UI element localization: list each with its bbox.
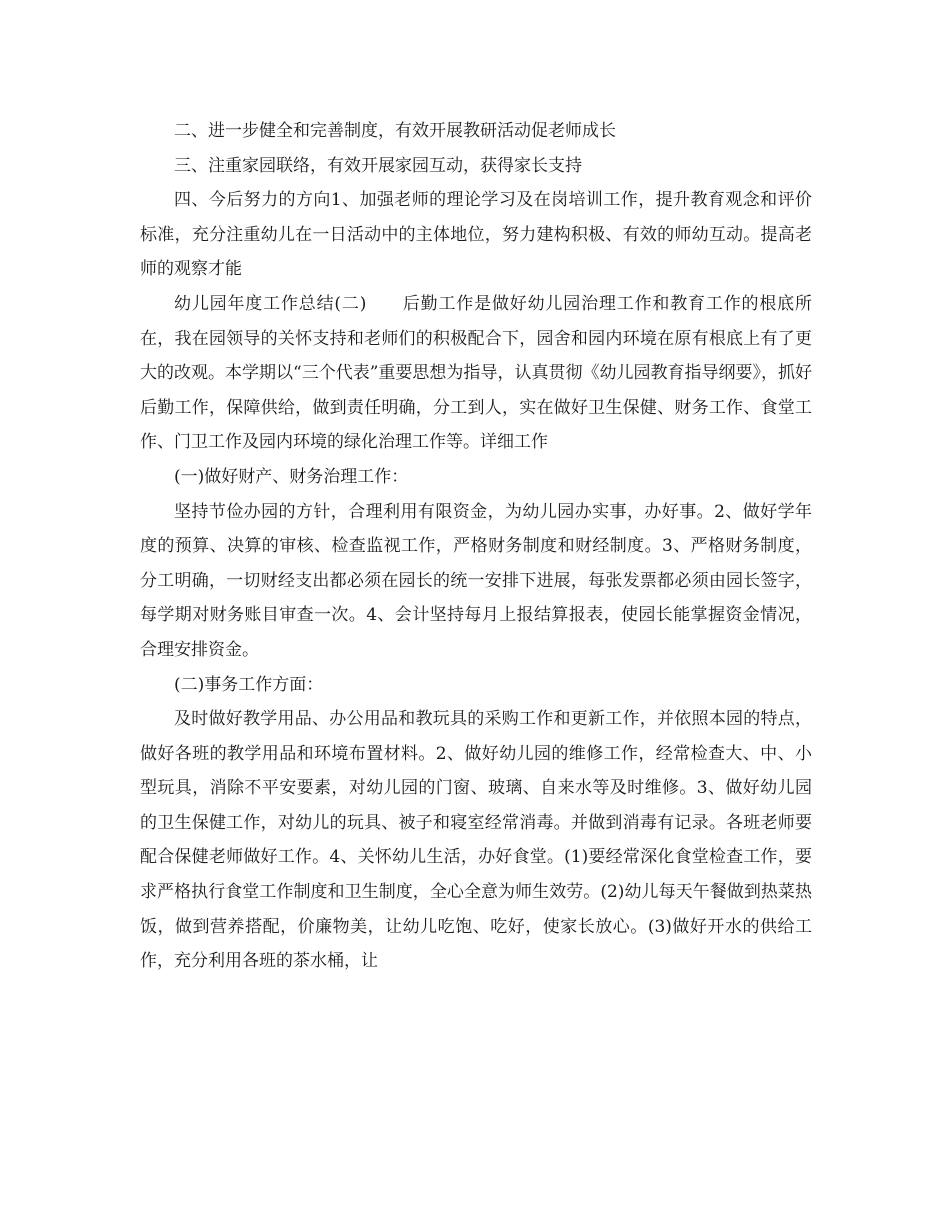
paragraph-3: 四、今后努力的方向1、加强老师的理论学习及在岗培训工作，提升教育观念和评价标准，充分注重幼儿在一日活动中的主体地位，努力建构积极、有效的师幼互动。提高老师的观察才能 <box>140 190 812 280</box>
section-heading-1: (一)做好财产、财务治理工作： <box>174 466 409 487</box>
paragraph-4: 幼儿园年度工作总结(二) 后勤工作是做好幼儿园治理工作和教育工作的根底所在，我在园领导的关怀支持和老师们的积极配合下，园舍和园内环境在原有根底上有了更大的改观。本学期以“三个代表”重要思想为指导，认真贯彻《幼儿园教育指导纲要》，抓好后勤工作，保障供给，做到责任明确，分工到人，实在做好卫生保健、财务工作、食堂工作、门卫工作及园内环境的绿化治理工作等。详细工作 <box>140 293 812 453</box>
paragraph-2: 三、注重家园联络，有效开展家园互动，获得家长支持 <box>174 155 582 176</box>
paragraph-1: 二、进一步健全和完善制度，有效开展教研活动促老师成长 <box>174 121 616 141</box>
document-page <box>140 114 812 979</box>
paragraph-6: 及时做好教学用品、办公用品和教玩具的采购工作和更新工作，并依照本园的特点，做好各班的教学用品和环境布置材料。2、做好幼儿园的维修工作，经常检查大、中、小型玩具，消除不平安要素，对幼儿园的门窗、玻璃、自来水等及时维修。3、做好幼儿园的卫生保健工作，对幼儿的玩具、被子和寝室经常消毒。并做到消毒有记录。各班老师要配合保健老师做好工作。4、关怀幼儿生活，办好食堂。(1)要经常深化食堂检查工作，要求严格执行食堂工作制度和卫生制度，全心全意为师生效劳。(2)幼儿每天午餐做到热菜热饭，做到营养搭配，价廉物美，让幼儿吃饱、吃好，使家长放心。(3)做好开水的供给工作，充分利用各班的茶水桶，让 <box>140 709 812 972</box>
section-heading-2: (二)事务工作方面： <box>174 674 324 695</box>
paragraph-5: 坚持节俭办园的方针，合理利用有限资金，为幼儿园办实事，办好事。2、做好学年度的预算、决算的审核、检查监视工作，严格财务制度和财经制度。3、严格财务制度，分工明确，一切财经支出都必须在园长的统一安排下进展，每张发票都必须由园长签字，每学期对财务账目审查一次。4、会计坚持每月上报结算报表，使园长能掌握资金情况，合理安排资金。 <box>140 501 812 660</box>
